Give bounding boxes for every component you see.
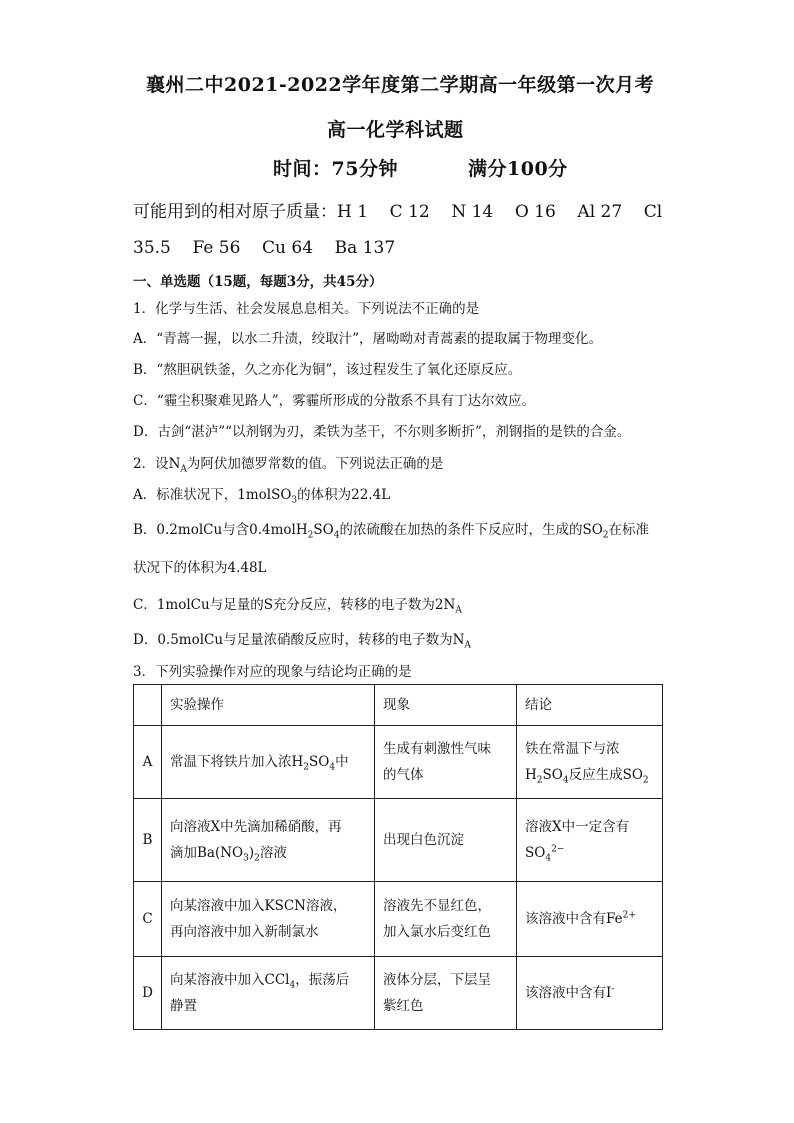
- cell-sub: 4: [329, 762, 336, 773]
- q1-option-a: A．“青蒿一握，以水二升渍，绞取汁”，屠呦呦对青蒿素的提取属于物理变化。: [133, 331, 603, 347]
- cell-text: 滴加Ba(NO: [170, 845, 244, 861]
- q2-b-text: B．0.2molCu与含0.4molH: [133, 522, 308, 538]
- row-label: D: [134, 957, 162, 1030]
- cell-text: 液体分层，下层呈: [383, 972, 491, 988]
- cell-text: 向某溶液中加入CCl: [170, 972, 290, 988]
- atomic-masses-intro: 可能用到的相对原子质量：: [133, 202, 337, 222]
- table-row: [134, 799, 663, 882]
- table-header-cell: 现象: [375, 685, 517, 726]
- q2-a-sub: 3: [291, 495, 298, 506]
- atomic-masses-values: H 1 C 12 N 14 O 16 Al 27 Cl: [337, 202, 663, 222]
- q2-c-sub: A: [455, 605, 462, 616]
- cell-text: 溶液: [259, 845, 287, 861]
- q2-stem-text-end: 为阿伏加德罗常数的值。下列说法正确的是: [186, 456, 444, 472]
- q1-option-c: C．“霾尘积聚难见路人”，雾霾所形成的分散系不具有丁达尔效应。: [133, 393, 536, 409]
- cell-sub: 3: [243, 853, 249, 864]
- atomic-masses-line1: [133, 197, 662, 222]
- cell-sub: 4: [545, 853, 552, 864]
- cell-text: SO: [542, 767, 563, 783]
- table-cell-operation: [162, 726, 375, 799]
- q2-b-sub: 2: [307, 530, 314, 541]
- row-label: B: [134, 799, 162, 882]
- table-cell-conclusion: [517, 799, 663, 882]
- cell-sub: 2: [254, 853, 260, 864]
- q2-stem-text: 2．设N: [133, 456, 181, 472]
- q2-option-b-line2: 状况下的体积为4.48L: [133, 560, 267, 576]
- cell-text: 紫红色: [383, 998, 424, 1014]
- table-cell-operation: [162, 957, 375, 1030]
- cell-text: SO: [525, 845, 546, 861]
- exam-subtitle: 高一化学科试题: [327, 119, 464, 141]
- table-cell-operation: [162, 882, 375, 957]
- cell-sub: 2: [536, 775, 543, 786]
- q2-b-text: SO: [313, 522, 334, 538]
- q2-option-d: [133, 628, 471, 651]
- table-header-cell: 结论: [517, 685, 663, 726]
- cell-text: 常温下将铁片加入浓H: [170, 754, 304, 770]
- table-row: [134, 957, 663, 1030]
- cell-text: ，振荡后: [295, 972, 350, 988]
- exam-title: 襄州二中2021-2022学年度第二学期高一年级第一次月考: [146, 74, 655, 96]
- experiment-table: [133, 684, 663, 1030]
- cell-sup: 2−: [551, 844, 565, 855]
- cell-text: 向某溶液中加入KSCN溶液，: [170, 898, 347, 914]
- cell-text: SO: [309, 754, 330, 770]
- q2-b-text: 的浓硫酸在加热的条件下反应时，生成的SO: [339, 522, 603, 538]
- cell-sup: -: [611, 984, 615, 995]
- q2-option-b: [133, 518, 650, 541]
- atomic-masses-line2: 35.5 Fe 56 Cu 64 Ba 137: [133, 238, 396, 258]
- cell-text: 溶液先不显红色，: [383, 898, 491, 914]
- table-cell-phenomenon: [375, 882, 517, 957]
- table-cell-operation: [162, 799, 375, 882]
- section-heading: 一、单选题（15题，每题3分，共45分）: [133, 274, 383, 290]
- time-label: 时间：75分钟: [273, 158, 398, 180]
- cell-sup: 2+: [622, 910, 636, 921]
- score-label: 满分100分: [468, 158, 568, 180]
- cell-text: 铁在常温下与浓: [525, 741, 620, 757]
- table-cell-conclusion: [517, 726, 663, 799]
- table-header-row: [134, 685, 663, 726]
- q2-a-text: A．标准状况下，1molSO: [133, 487, 292, 503]
- cell-sub: 2: [642, 775, 649, 786]
- cell-text: 该溶液中含有Fe: [525, 911, 623, 927]
- table-cell-conclusion: [517, 957, 663, 1030]
- cell-sub: 4: [562, 775, 569, 786]
- row-label: C: [134, 882, 162, 957]
- cell-text: 静置: [170, 998, 197, 1014]
- table-row: [134, 882, 663, 957]
- q2-d-text: D．0.5molCu与足量浓硝酸反应时，转移的电子数为N: [133, 632, 465, 648]
- table-cell-phenomenon: [375, 957, 517, 1030]
- q2-a-text-end: 的体积为22.4L: [297, 487, 391, 503]
- cell-text: 反应生成SO: [568, 767, 643, 783]
- q1-option-d: D．古剑“湛泸”“以剂钢为刃，柔铁为茎干，不尔则多断折”，剂钢指的是铁的合金。: [133, 424, 631, 440]
- table-header-cell: [134, 685, 162, 726]
- cell-text: 中: [335, 754, 349, 770]
- cell-text: 溶液X中一定含有: [525, 819, 630, 835]
- cell-sub: 2: [303, 762, 310, 773]
- table-cell-phenomenon: [375, 726, 517, 799]
- cell-text: ): [248, 845, 255, 861]
- q2-b-sub: 2: [602, 530, 609, 541]
- q2-d-sub: A: [464, 640, 471, 651]
- cell-text: 的气体: [383, 767, 424, 783]
- cell-text: 该溶液中含有I: [525, 985, 612, 1001]
- table-cell-conclusion: [517, 882, 663, 957]
- q2-b-text: 在标准: [608, 522, 650, 538]
- cell-text: 生成有刺激性气味: [383, 741, 491, 757]
- table-row: [134, 726, 663, 799]
- q2-b-sub: 4: [333, 530, 340, 541]
- q2-c-text: C．1molCu与足量的S充分反应，转移的电子数为2N: [133, 597, 456, 613]
- table-header-cell: 实验操作: [162, 685, 375, 726]
- q2-stem: [133, 452, 444, 475]
- q2-stem-sub: A: [180, 464, 187, 475]
- cell-text: 向溶液X中先滴加稀硝酸，再: [170, 819, 342, 835]
- q2-option-a: [133, 483, 391, 506]
- q3-stem: 3．下列实验操作对应的现象与结论均正确的是: [133, 664, 412, 680]
- cell-text: 再向溶液中加入新制氯水: [170, 924, 319, 940]
- cell-sub: 4: [289, 980, 296, 991]
- row-label: A: [134, 726, 162, 799]
- q1-stem: 1．化学与生活、社会发展息息相关。下列说法不正确的是: [133, 301, 480, 317]
- table-cell-phenomenon: 出现白色沉淀: [375, 799, 517, 882]
- cell-text: 加入氯水后变红色: [383, 924, 491, 940]
- q1-option-b: B．“熬胆矾铁釜，久之亦化为铜”，该过程发生了氧化还原反应。: [133, 362, 522, 378]
- cell-text: H: [525, 767, 537, 783]
- q2-option-c: [133, 593, 462, 616]
